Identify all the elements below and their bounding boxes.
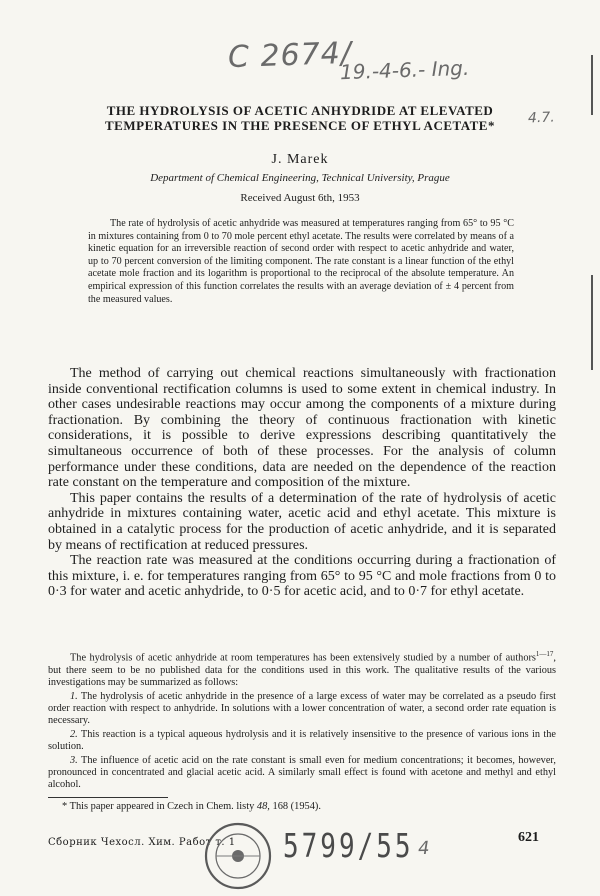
page-number: 621 <box>518 830 539 845</box>
library-stamp <box>200 818 276 894</box>
item-number: 1. <box>70 690 78 702</box>
summary-section <box>48 648 556 793</box>
footnote-divider <box>48 797 168 798</box>
abstract <box>88 218 514 306</box>
handwritten-mark: 4 <box>417 837 430 860</box>
author-name: J. Marek <box>271 152 329 167</box>
summary-intro: The hydrolysis of acetic anhydride at room temperatures has been extensively studied by a number of authors$^{1—17}$, but there seem to be no published data for the conditions used in this work. The qualitative results of the various investigations may be summarized as follows: <box>48 650 556 689</box>
summary-item: 2. This reaction is a typical aqueous hydrolysis and it is relatively insensitive to the presence of various ions in the solution. <box>48 728 557 753</box>
margin-mark <box>591 55 593 115</box>
item-number: 3. <box>70 754 78 766</box>
author-affiliation: Department of Chemical Engineering, Technical University, Prague <box>150 172 450 184</box>
body-paragraph: This paper contains the results of a determination of the rate of hydrolysis of acetic anhydride in mixtures containing water, acetic acid and ethyl acetate. This mixture is obtained in a catalytic process for the production of acetic anhydride, and it is separated by means of rectification at reduced pressures. <box>48 490 556 553</box>
item-number: 2. <box>70 728 78 740</box>
received-date: Received August 6th, 1953 <box>240 192 360 204</box>
body-paragraph: The method of carrying out chemical reactions simultaneously with fractionation inside conventional rectification columns is used to some extent in chemical industry. In other cases undesirable reactions may occur among the components of a mixture during fractionation. By combining the theory of continuous fractionation with kinetic considerations, it is possible to derive expressions describing quantitatively the simultaneous occurrence of both of these processes. For the analysis of column performance under these conditions, data are needed on the dependence of the reaction rate constant on the temperature and composition of the mixture. <box>48 366 556 491</box>
summary-item: 1. The hydrolysis of acetic anhydride in the presence of a large excess of water may be correlated as a pseudo first order reaction with respect to anhydride. In solutions with a lower concentration of water, a second order rate equation is necessary. <box>48 690 556 727</box>
title-line: THE HYDROLYSIS OF ACETIC ANHYDRIDE AT ELEVATED <box>106 103 494 118</box>
stamp-number: 5799/55 <box>283 828 414 866</box>
handwritten-margin-note: 4.7. <box>527 109 555 127</box>
handwritten-archive-code: C 2674/ <box>227 35 353 76</box>
handwritten-date-note: 19.-4-6.- Ing. <box>339 55 470 85</box>
body-text <box>48 366 556 600</box>
abstract-text: The rate of hydrolysis of acetic anhydride was measured at temperatures ranging from 65° to 95 °C in mixtures containing from 0 to 70 mole percent ethyl acetate. The results were correlated by means of a kinetic equation for an irreversible reaction of second order with respect to acetic anhydride and water, up to 70 percent conversion of the limiting component. The rate constant is a linear function of the ethyl acetate mole fraction and its logarithm is proportional to the reciprocal of the absolute temperature. An empirical expression of this function correlates the results with an average deviation of ± 4 percent from the measured values. <box>88 218 514 305</box>
body-paragraph: The reaction rate was measured at the conditions occurring during a fractionation of this mixture, i. e. for temperatures ranging from 65° to 95 °C and mole fractions from 0 to 0·3 for water and acetic anhydride, to 0·5 for acetic acid, and to 0·7 for ethyl acetate. <box>48 553 556 600</box>
title-line: TEMPERATURES IN THE PRESENCE OF ETHYL ACETATE* <box>105 118 495 133</box>
journal-citation: Сборник Чехосл. Хим. Работ т. 1 <box>48 837 236 848</box>
margin-mark <box>591 275 593 370</box>
summary-item: 3. The influence of acetic acid on the rate constant is small even for medium concentrations; it becomes, however, pronounced in concentrated and glacial acetic acid. A similarly small effect is found with acetone and methyl and ethyl alcohol. <box>48 754 556 791</box>
paper-title <box>60 103 540 133</box>
citation-ref: 1—17 <box>535 650 554 658</box>
footnote: * This paper appeared in Czech in Chem. listy 48, 168 (1954). <box>62 801 321 812</box>
